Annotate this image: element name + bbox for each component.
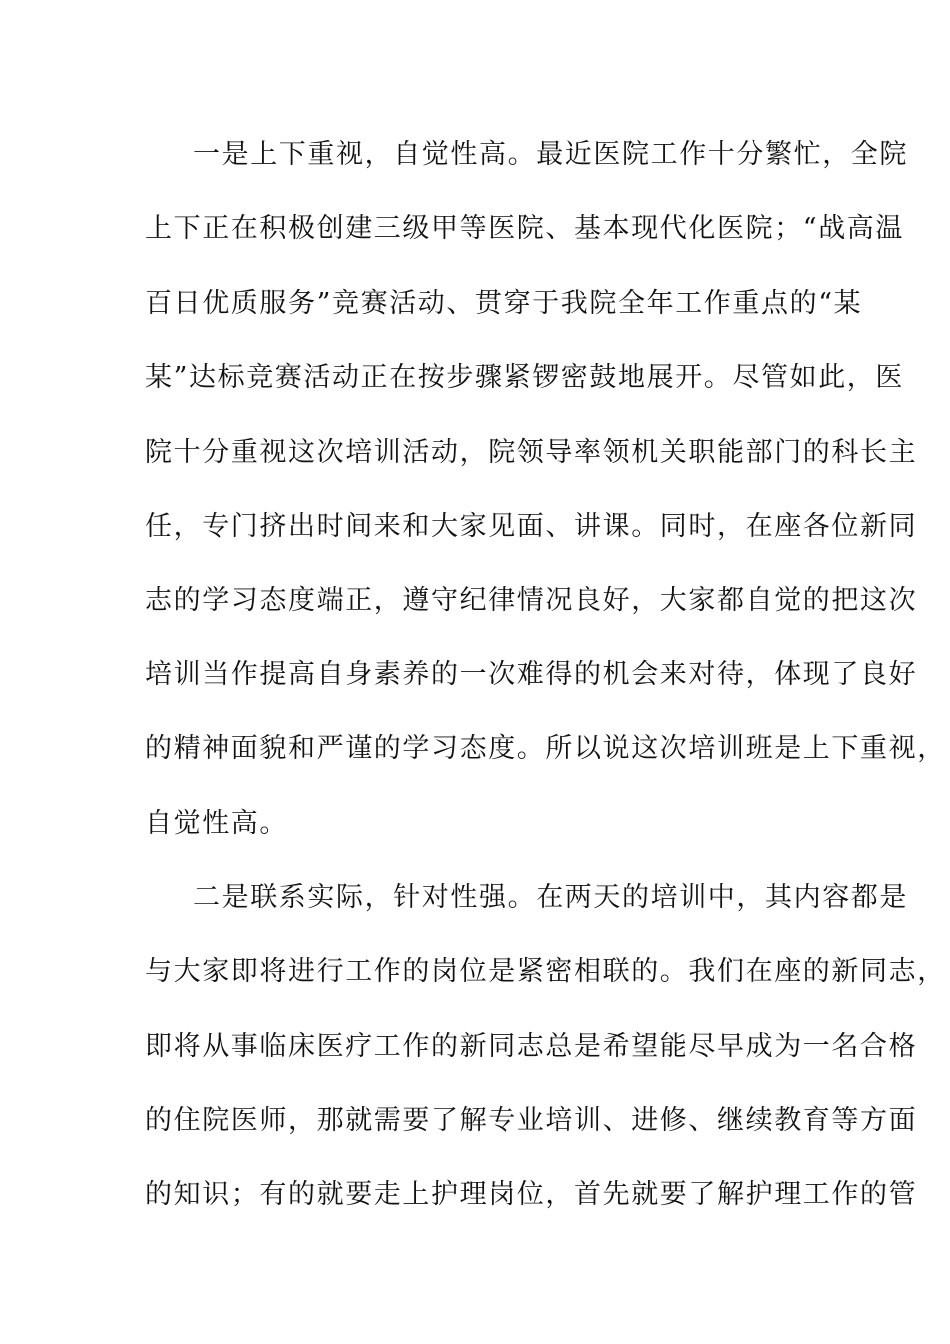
paragraph-2-line-1: 二是联系实际，针对性强。在两天的培训中，其内容都是 (193, 882, 908, 913)
paragraph-2-line-2: 与大家即将进行工作的岗位是紧密相联的。我们在座的新同志， (145, 956, 946, 987)
paragraph-2-line-5: 的知识；有的就要走上护理岗位，首先就要了解护理工作的管 (145, 1179, 918, 1210)
paragraph-1-line-5: 院十分重视这次培训活动，院领导率领机关职能部门的科长主 (145, 437, 918, 468)
paragraph-1-line-3: 百日优质服务”竞赛活动、贯穿于我院全年工作重点的“某 (145, 288, 863, 319)
paragraph-1-line-8: 培训当作提高自身素养的一次难得的机会来对待，体现了良好 (145, 659, 918, 690)
paragraph-2-line-4: 的住院医师，那就需要了解专业培训、进修、继续教育等方面 (145, 1105, 918, 1136)
paragraph-1-line-10: 自觉性高。 (145, 808, 288, 839)
paragraph-1-line-1: 一是上下重视，自觉性高。最近医院工作十分繁忙，全院 (193, 139, 908, 170)
paragraph-1-line-4: 某”达标竞赛活动正在按步骤紧锣密鼓地展开。尽管如此，医 (145, 362, 905, 393)
paragraph-1-line-7: 志的学习态度端正，遵守纪律情况良好，大家都自觉的把这次 (145, 585, 918, 616)
paragraph-1-line-6: 任，专门挤出时间来和大家见面、讲课。同时，在座各位新同 (145, 511, 918, 542)
paragraph-2-line-3: 即将从事临床医疗工作的新同志总是希望能尽早成为一名合格 (145, 1031, 918, 1062)
paragraph-1-line-9: 的精神面貌和严谨的学习态度。所以说这次培训班是上下重视， (145, 733, 946, 764)
paragraph-1-line-2: 上下正在积极创建三级甲等医院、基本现代化医院；“战高温 (145, 213, 905, 244)
